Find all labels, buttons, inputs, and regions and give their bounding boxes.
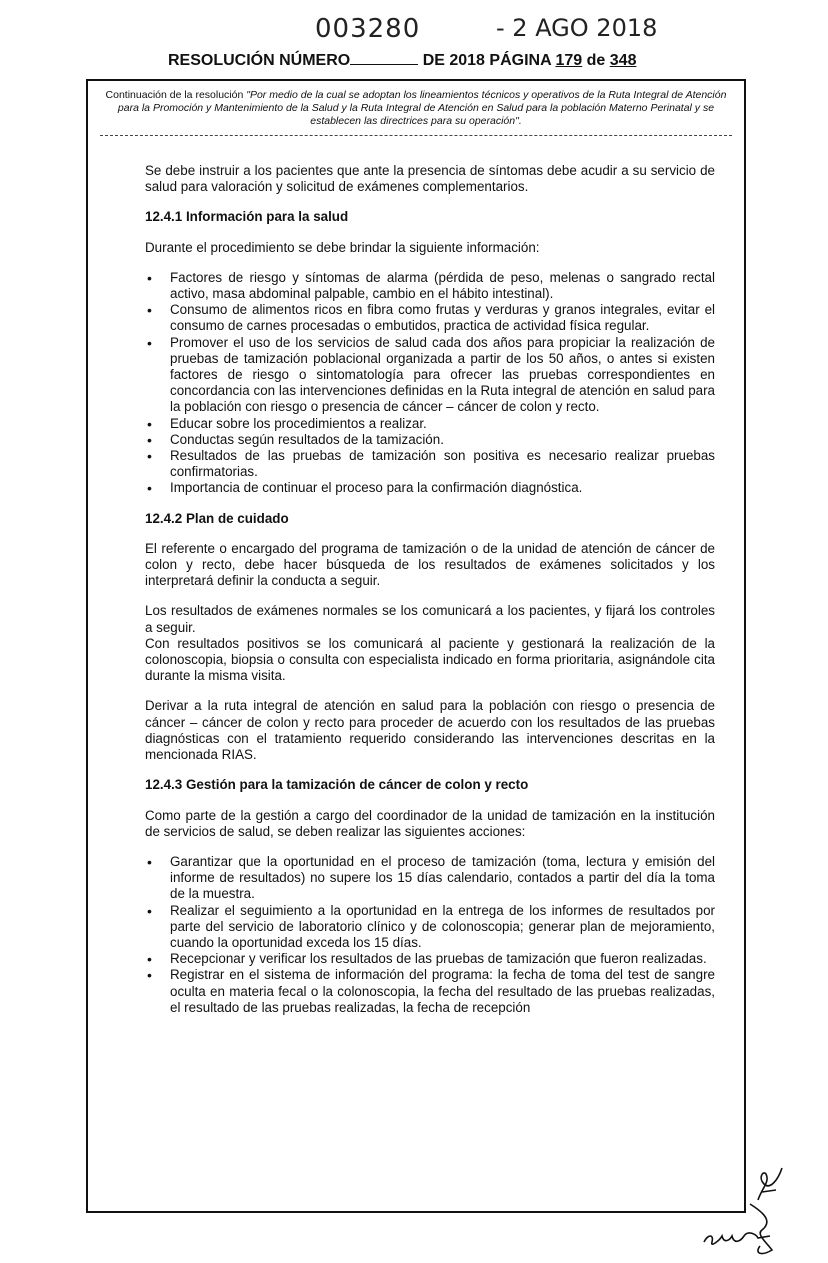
paragraph: Los resultados de exámenes normales se los comunicará a los pacientes, y fijará los controles a seguir. bbox=[145, 603, 715, 635]
continuation-note bbox=[100, 89, 732, 128]
dashed-divider bbox=[100, 135, 732, 136]
list-item: • Resultados de las pruebas de tamización son positiva es necesario realizar pruebas confirmatorias. bbox=[145, 448, 715, 480]
resolution-number-stamp: 003280 bbox=[315, 14, 421, 44]
page-number: 179 bbox=[555, 52, 583, 69]
list-item: • Promover el uso de los servicios de salud cada dos años para propiciar la realización de pruebas de tamización poblacional organizada a partir de los 50 años, o antes si existen factores de riesgo o sintomatología para ofrecer las pruebas correspondientes en concordancia con las intervenciones definidas en la Ruta integral de atención en salud para la población con riesgo o presencia de cáncer – cáncer de colon y recto. bbox=[145, 335, 715, 416]
section-intro: Como parte de la gestión a cargo del coordinador de la unidad de tamización en la institución de servicios de salud, se deben realizar las siguientes acciones: bbox=[145, 807, 715, 839]
section-intro: Durante el procedimiento se debe brindar la siguiente información: bbox=[145, 239, 540, 255]
continuation-lead: Continuación de la resolución bbox=[105, 89, 244, 101]
document-body bbox=[145, 163, 715, 1030]
list-item: • Recepcionar y verificar los resultados de las pruebas de tamización que fueron realizadas. bbox=[145, 951, 715, 967]
paragraph: El referente o encargado del programa de tamización o de la unidad de atención de cáncer de colon y recto, debe hacer búsqueda de los resultados de exámenes solicitados y los interpretará definir la conducta a seguir. bbox=[145, 540, 715, 589]
date-stamp: - 2 AGO 2018 bbox=[496, 14, 658, 42]
header-year-text: DE 2018 PÁGINA bbox=[422, 52, 552, 69]
resolution-number-blank bbox=[350, 50, 418, 65]
continuation-quote: "Por medio de la cual se adoptan los lineamientos técnicos y operativos de la Ruta Integral de Atención para la Promoción y Mantenimiento de la Salud y la Ruta Integral de Atención en Salud para la población Materno Perinatal y se establecen las directrices para su operación". bbox=[117, 89, 727, 127]
list-item: • Garantizar que la oportunidad en el proceso de tamización (toma, lectura y emisión del informe de resultados) no supere los 15 días calendario, contados a partir del día la toma de la muestra. bbox=[145, 854, 715, 903]
list-item: • Registrar en el sistema de información del programa: la fecha de toma del test de sangre oculta en materia fecal o la colonoscopia, la fecha del resultado de las pruebas realizadas, el resultado de las pruebas realizadas, la fecha de recepción bbox=[145, 967, 715, 1016]
paragraph: Con resultados positivos se los comunicará al paciente y gestionará la realización de la colonoscopia, biopsia o consulta con especialista indicado en forma prioritaria, asignándole cita durante la misma visita. bbox=[145, 635, 715, 684]
list-item: • Consumo de alimentos ricos en fibra como frutas y verduras y granos integrales, evitar el consumo de carnes procesadas o embutidos, practica de actividad física regular. bbox=[145, 302, 715, 334]
intro-paragraph: Se debe instruir a los pacientes que ante la presencia de síntomas debe acudir a su servicio de salud para valoración y solicitud de exámenes complementarios. bbox=[145, 163, 715, 195]
bullet-list bbox=[145, 270, 715, 497]
list-item: • Conductas según resultados de la tamización. bbox=[145, 432, 715, 448]
page-header bbox=[168, 50, 636, 70]
bullet-list bbox=[145, 854, 715, 1016]
signature-mark bbox=[700, 1200, 800, 1260]
list-item: • Educar sobre los procedimientos a realizar. bbox=[145, 416, 715, 432]
paragraph: Derivar a la ruta integral de atención en salud para la población con riesgo o presencia de cáncer – cáncer de colon y recto para proceder de acuerdo con los resultados de las pruebas diagnósticas con el tratamiento requerido considerando las intervenciones descritas en la mencionada RIAS. bbox=[145, 698, 715, 763]
header-de: de bbox=[586, 52, 606, 69]
total-pages: 348 bbox=[609, 52, 637, 69]
section-heading: 12.4.1 Información para la salud bbox=[145, 209, 349, 225]
list-item: • Realizar el seguimiento a la oportunidad en la entrega de los informes de resultados por parte del servicio de laboratorio clínico y de colonoscopia; generar plan de mejoramiento, cuando la oportunidad exceda los 15 días. bbox=[145, 903, 715, 952]
list-item: • Importancia de continuar el proceso para la confirmación diagnóstica. bbox=[145, 480, 715, 496]
section-heading: 12.4.2 Plan de cuidado bbox=[145, 510, 289, 526]
list-item: • Factores de riesgo y síntomas de alarma (pérdida de peso, melenas o sangrado rectal activo, masa abdominal palpable, cambio en el hábito intestinal). bbox=[145, 270, 715, 302]
section-heading: 12.4.3 Gestión para la tamización de cáncer de colon y recto bbox=[145, 777, 529, 793]
header-prefix: RESOLUCIÓN NÚMERO bbox=[168, 52, 351, 69]
